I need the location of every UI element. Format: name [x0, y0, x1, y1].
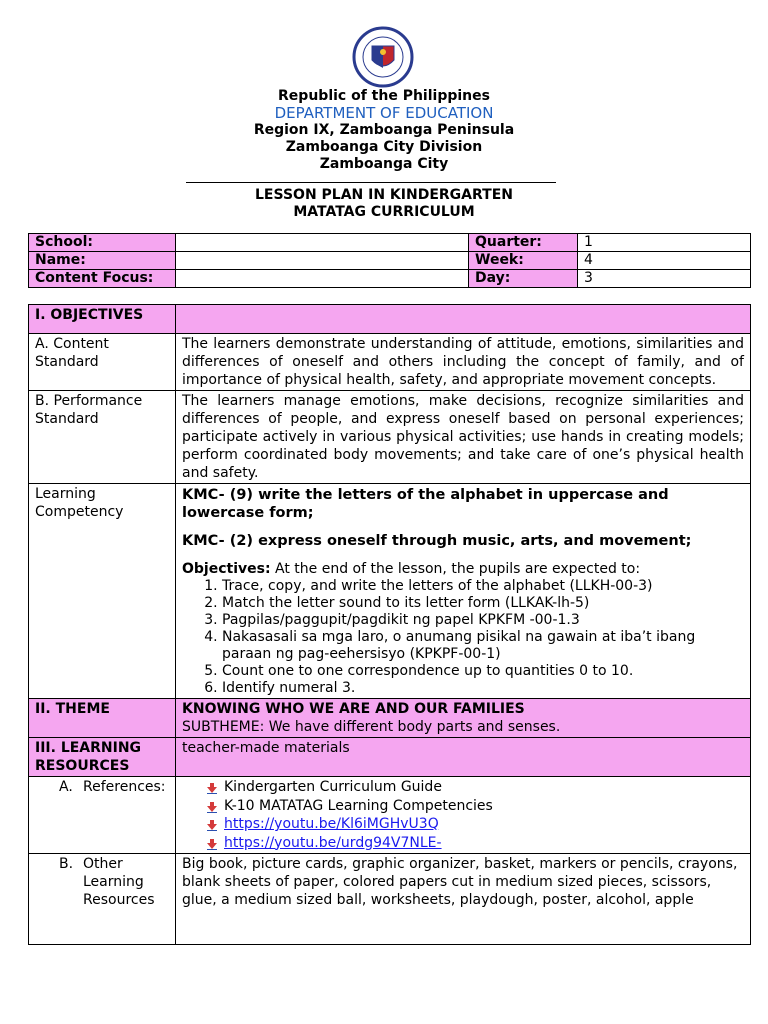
materials-text: teacher-made materials: [182, 740, 350, 756]
objective-item: 6. Identify numeral 3.: [222, 680, 744, 697]
week-value[interactable]: 4: [578, 252, 751, 270]
references-cell: [176, 777, 751, 854]
arrow-bullet-icon: [206, 838, 218, 850]
objective-item: 4. Nakasasali sa mga laro, o anumang pisikal na gawain at iba’t ibang paraan ng pag-eehersisyo (KPKPF-00-1): [222, 629, 744, 663]
school-value[interactable]: [176, 234, 469, 252]
school-label: School:: [29, 234, 176, 252]
theme-title: KNOWING WHO WE ARE AND OUR FAMILIES: [182, 701, 525, 717]
other-resources-label: Other Learning Resources: [83, 856, 155, 908]
references-label: References:: [83, 779, 166, 795]
quarter-value[interactable]: 1: [578, 234, 751, 252]
learning-competency-cell: [176, 484, 751, 699]
objectives-list: [182, 578, 744, 697]
deped-seal-icon: [348, 26, 418, 88]
objective-item: 5. Count one to one correspondence up to quantities 0 to 10.: [222, 663, 744, 680]
objective-item: 2. Match the letter sound to its letter form (LLKAK-lh-5): [222, 595, 744, 612]
references-list: [182, 778, 744, 852]
kmc-expression: KMC- (2) express oneself through music, arts, and movement;: [182, 533, 692, 549]
content-focus-label: Content Focus:: [29, 270, 176, 288]
objective-item: 3. Pagpilas/paggupit/pagdikit ng papel KPKFM -00-1.3: [222, 612, 744, 629]
other-resources-letter: B.: [59, 856, 74, 872]
other-resources-label-cell: [29, 854, 176, 945]
reference-link-item[interactable]: [204, 815, 744, 834]
materials-cell: [176, 738, 751, 777]
content-standard-label: A. Content Standard: [29, 334, 176, 391]
learning-resources-heading: III. LEARNING RESOURCES: [29, 738, 176, 777]
header-division: Zamboanga City Division: [285, 139, 483, 155]
content-standard-text: The learners demonstrate understanding of attitude, emotions, similarities and differences of oneself and others including the concept of family, and of importance of physical health, safety, and appropriate movement concepts.: [176, 334, 751, 391]
performance-standard-label: B. Performance Standard: [29, 391, 176, 484]
header-republic: Republic of the Philippines: [278, 88, 490, 104]
header-divider: [186, 182, 556, 183]
arrow-bullet-icon: [206, 819, 218, 831]
day-label: Day:: [469, 270, 578, 288]
youtube-link-2[interactable]: https://youtu.be/urdg94V7NLE-: [224, 834, 442, 851]
reference-link-item[interactable]: [204, 834, 744, 853]
arrow-bullet-icon: [206, 801, 218, 813]
content-focus-value[interactable]: [176, 270, 469, 288]
quarter-label: Quarter:: [469, 234, 578, 252]
name-label: Name:: [29, 252, 176, 270]
arrow-bullet-icon: [206, 782, 218, 794]
lesson-table: [28, 304, 751, 945]
reference-item: K-10 MATATAG Learning Competencies: [204, 797, 744, 816]
reference-item: Kindergarten Curriculum Guide: [204, 778, 744, 797]
references-label-cell: [29, 777, 176, 854]
info-table: [28, 233, 751, 288]
theme-heading: II. THEME: [29, 699, 176, 738]
references-letter: A.: [59, 779, 73, 795]
header-region: Region IX, Zamboanga Peninsula: [253, 122, 515, 138]
header-city: Zamboanga City: [319, 156, 449, 172]
performance-standard-text: The learners manage emotions, make decisions, recognize similarities and differences of people, and express oneself based on personal experiences; participate actively in various physical activities; use hands in creating models; perform coordinated body movements; and take care of one’s physical health and safety.: [176, 391, 751, 484]
other-resources-text: Big book, picture cards, graphic organizer, basket, markers or pencils, crayons, blank sheets of paper, colored papers cut in medium sized pieces, scissors, glue, a medium sized ball, worksheets, playdough, poster, alcohol, apple: [176, 854, 751, 945]
theme-cell: [176, 699, 751, 738]
learning-competency-label: Learning Competency: [29, 484, 176, 699]
day-value[interactable]: 3: [578, 270, 751, 288]
subtheme-text: SUBTHEME: We have different body parts and senses.: [182, 719, 561, 735]
header-department: DEPARTMENT OF EDUCATION: [274, 104, 494, 122]
youtube-link-1[interactable]: https://youtu.be/Kl6iMGHvU3Q: [224, 816, 439, 832]
objectives-intro-text: At the end of the lesson, the pupils are expected to:: [270, 561, 641, 577]
objectives-heading: I. OBJECTIVES: [29, 305, 176, 334]
kmc-writing: KMC- (9) write the letters of the alphabet in uppercase and lowercase form;: [182, 487, 669, 521]
objective-item: 1. Trace, copy, and write the letters of the alphabet (LLKH-00-3): [222, 578, 744, 595]
week-label: Week:: [469, 252, 578, 270]
objectives-lead: Objectives:: [182, 561, 271, 577]
name-value[interactable]: [176, 252, 469, 270]
objectives-heading-fill: [176, 305, 751, 334]
lesson-plan-title: LESSON PLAN IN KINDERGARTEN: [255, 187, 513, 203]
objectives-intro: [182, 560, 744, 578]
curriculum-title: MATATAG CURRICULUM: [293, 204, 475, 220]
